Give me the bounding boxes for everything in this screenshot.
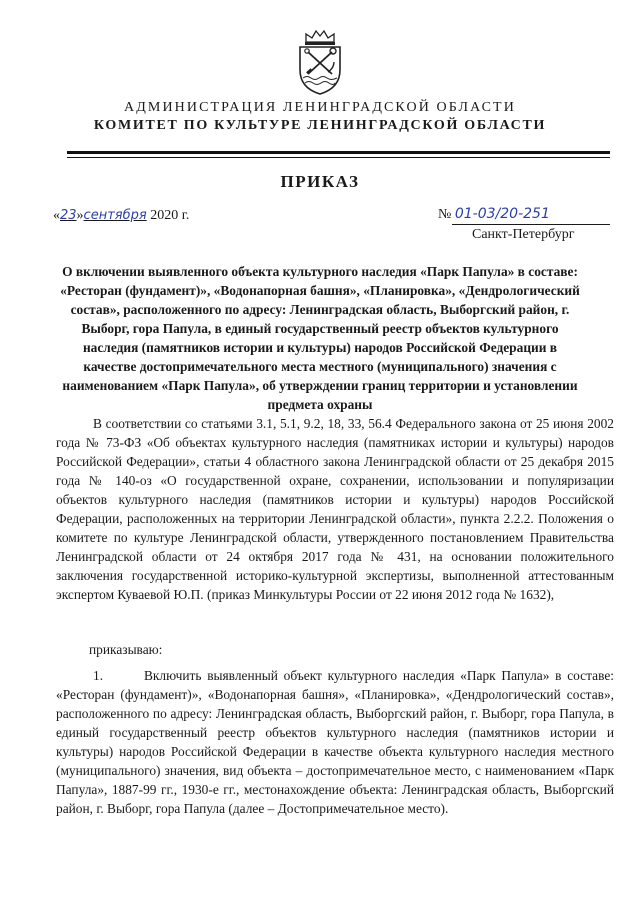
date-month: сентября (83, 208, 147, 223)
order-word: приказываю: (89, 642, 163, 657)
org-name-line1: АДМИНИСТРАЦИЯ ЛЕНИНГРАДСКОЙ ОБЛАСТИ (124, 100, 516, 115)
document-city: Санкт-Петербург (472, 227, 575, 242)
number-value: 01-03/20-251 (454, 206, 550, 222)
number-underline (452, 224, 610, 225)
order-item-1 (56, 666, 614, 818)
date-day: 23 (60, 208, 77, 223)
document-type-title: ПРИКАЗ (280, 172, 360, 191)
item-number: 1. (93, 668, 104, 683)
header-rule-thin (67, 157, 610, 158)
item-text: Включить выявленный объект культурного наследия «Парк Папула» в составе: «Ресторан (фундамент)», «Водонапорная башня», «Планировка», «Дендрологический состав», расположенного по адресу: Ленинградская область, Выборгский район, г. Выборг, гора Папула, в единый государственный реестр объектов культурного наследия (памятников истории и культуры) народов Российской Федерации в качестве объекта культурного наследия местного (муниципального) значения, вид объекта – достопримечательное место, с наименованием «Парк Папула», 1887-99 гг., 1930-е гг., местонахождение объекта: Ленинградская область, Выборгский район, г. Выборг, гора Папула (далее – Достопримечательное место). (56, 668, 614, 816)
number-prefix: № (438, 207, 452, 222)
coat-of-arms-icon (292, 28, 348, 96)
document-date (53, 208, 189, 224)
date-year: 2020 г. (150, 208, 190, 223)
document-number (438, 206, 550, 223)
preamble-paragraph: В соответствии со статьями 3.1, 5.1, 9.2, 18, 33, 56.4 Федерального закона от 25 июня 2002 года № 73-ФЗ «Об объектах культурного наследия (памятниках истории и культуры) народов Российской Федерации», статьи 4 областного закона Ленинградской области от 25 декабря 2015 года № 140-оз «О государственной охране, сохранении, использовании и популяризации объектов культурного наследия (памятников истории и культуры) народов Российской Федерации, расположенных на территории Ленинградской области», пункта 2.2.2. Положения о комитете по культуре Ленинградской области, утвержденного постановлением Правительства Ленинградской области от 24 октября 2017 года № 431, на основании положительного заключения государственной историко-культурной экспертизы, выполненной аттестованным экспертом Куваевой Ю.П. (приказ Минкультуры России от 22 июня 2012 года № 1632), (56, 416, 614, 602)
document-subject: О включении выявленного объекта культурного наследия «Парк Папула» в составе: «Ресторан (фундамент)», «Водонапорная башня», «Планировка», «Дендрологический состав», расположенного по адресу: Ленинградская область, Выборгский район, г. Выборг, гора Папула, в единый государственный реестр объектов культурного наследия (памятников истории и культуры) народов Российской Федерации в качестве достопримечательного места местного (муниципального) значения с наименованием «Парк Папула», об утверждении границ территории и установлении предмета охраны (60, 264, 580, 412)
date-quote-close: » (76, 208, 84, 223)
date-quote-open: « (53, 208, 60, 223)
header-rule-thick (67, 151, 610, 154)
org-name-line2: КОМИТЕТ ПО КУЛЬТУРЕ ЛЕНИНГРАДСКОЙ ОБЛАСТИ (93, 118, 547, 133)
